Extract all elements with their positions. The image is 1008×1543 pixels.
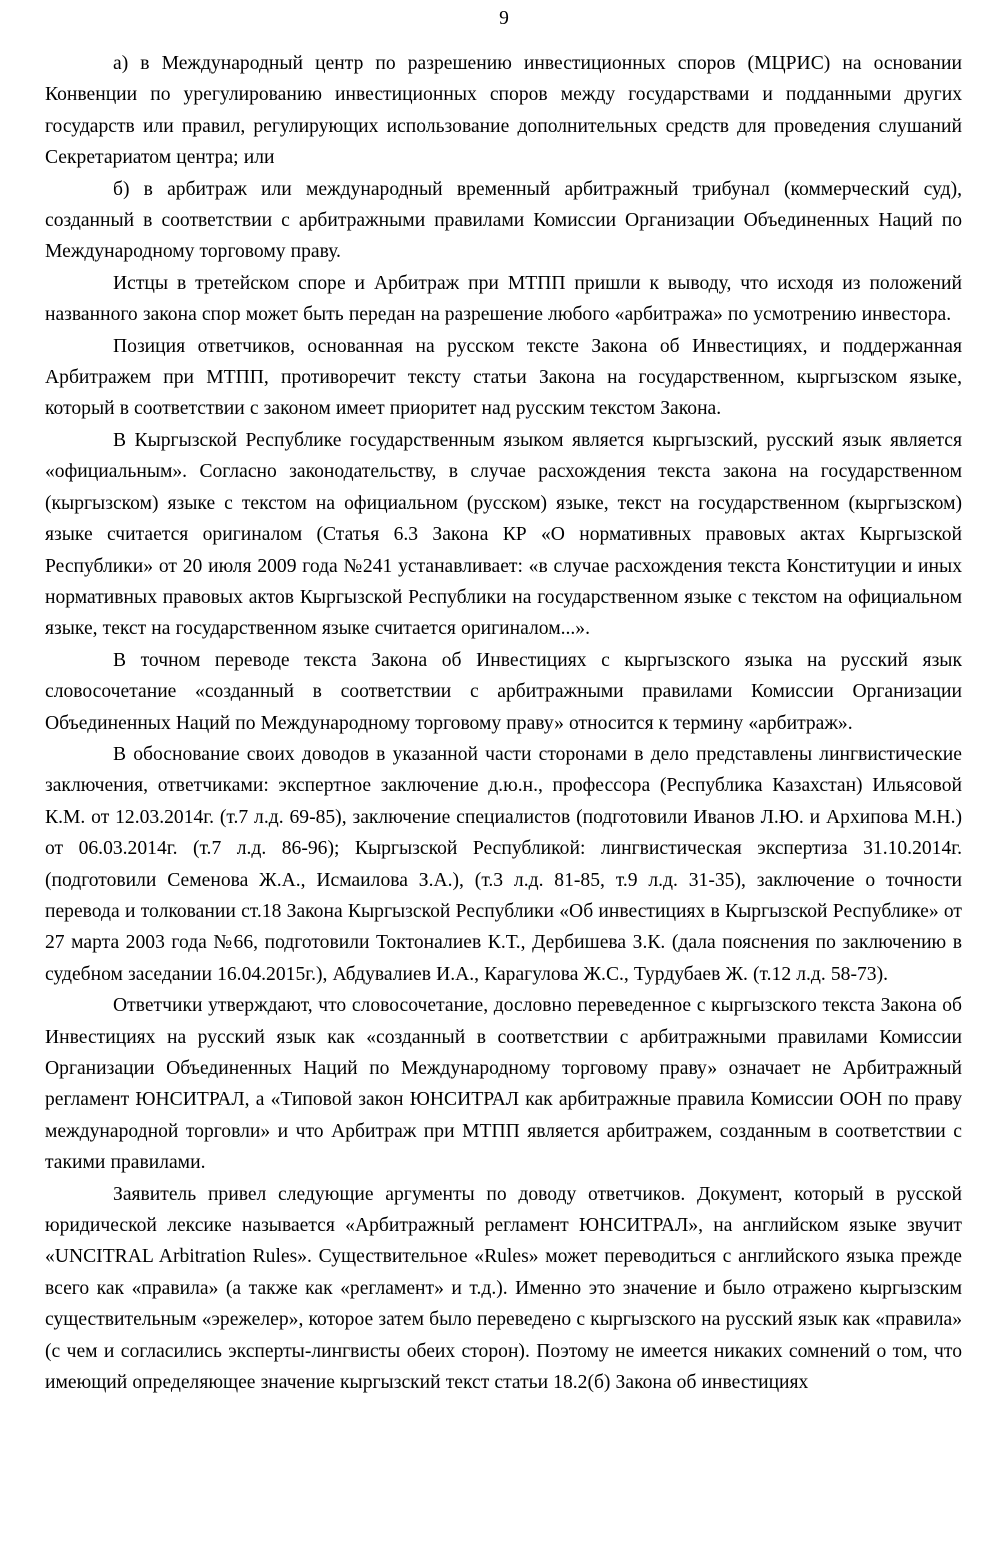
- document-body: [45, 48, 962, 1398]
- paragraph: Истцы в третейском споре и Арбитраж при МТПП пришли к выводу, что исходя из положений названного закона спор может быть передан на разрешение любого «арбитража» по усмотрению инвестора.: [45, 272, 962, 326]
- paragraph: Позиция ответчиков, основанная на русском тексте Закона об Инвестициях, и поддержанная Арбитражем при МТПП, противоречит тексту статьи Закона на государственном, кыргызском языке, который в соответствии с законом имеет приоритет над русским текстом Закона.: [45, 335, 962, 420]
- paragraph: Ответчики утверждают, что словосочетание, дословно переведенное с кыргызского текста Закона об Инвестициях на русский язык как «созданный в соответствии с арбитражными правилами Комиссии Организации Объединенных Наций по Международному торговому праву» означает не Арбитражный регламент ЮНСИТРАЛ, а «Типовой закон ЮНСИТРАЛ как арбитражные правила Комиссии ООН по праву международной торговли» и что Арбитраж при МТПП является арбитражем, созданным в соответствии с такими правилами.: [45, 995, 962, 1174]
- paragraph: В точном переводе текста Закона об Инвестициях с кыргызского языка на русский язык словосочетание «созданный в соответствии с арбитражными правилами Комиссии Организации Объединенных Наций по Международному торговому праву» относится к термину «арбитраж».: [45, 649, 962, 734]
- paragraph: Заявитель привел следующие аргументы по доводу ответчиков. Документ, который в русской юридической лексике называется «Арбитражный регламент ЮНСИТРАЛ», на английском языке звучит «UNCITRAL Arbitration Rules». Существительное «Rules» может переводиться с английского языка прежде всего как «правила» (а также как «регламент» и т.д.). Именно это значение и было отражено кыргызским существительным «эрежелер», которое затем было переведено с кыргызского на русский язык как «правила» (с чем и согласились эксперты-лингвисты обеих сторон). Поэтому не имеется никаких сомнений о том, что имеющий определяющее значение кыргызский текст статьи 18.2(б) Закона об инвестициях: [45, 1183, 962, 1394]
- paragraph: а) в Международный центр по разрешению инвестиционных споров (МЦРИС) на основании Конвенции по урегулированию инвестиционных споров между государствами и подданными других государств или правил, регулирующих использование дополнительных средств для проведения слушаний Секретариатом центра; или: [45, 53, 962, 169]
- paragraph: б) в арбитраж или международный временный арбитражный трибунал (коммерческий суд), созданный в соответствии с арбитражными правилами Комиссии Организации Объединенных Наций по Международному торговому праву.: [45, 178, 962, 263]
- paragraph: В обоснование своих доводов в указанной части сторонами в дело представлены лингвистические заключения, ответчиками: экспертное заключение д.ю.н., профессора (Республика Казахстан) Ильясовой К.М. от 12.03.2014г. (т.7 л.д. 69-85), заключение специалистов (подготовили Иванов Л.Ю. и Архипова М.Н.) от 06.03.2014г. (т.7 л.д. 86-96); Кыргызской Республикой: лингвистическая экспертиза 31.10.2014г. (подготовили Семенова Ж.А., Исмаилова З.А.), (т.3 л.д. 81-85, т.9 л.д. 31-35), заключение о точности перевода и толковании ст.18 Закона Кыргызской Республики «Об инвестициях в Кыргызской Республике» от 27 марта 2003 года №66, подготовили Токтоналиев К.Т., Дербишева З.К. (дала пояснения по заключению в судебном заседании 16.04.2015г.), Абдувалиев И.А., Карагулова Ж.С., Турдубаев Ж. (т.12 л.д. 58-73).: [45, 743, 962, 985]
- paragraph: В Кыргызской Республике государственным языком является кыргызский, русский язык является «официальным». Согласно законодательству, в случае расхождения текста закона на государственном (кыргызском) языке с текстом на официальном (русском) языке, текст на государственном (кыргызском) языке считается оригиналом (Статья 6.3 Закона КР «О нормативных правовых актах Кыргызской Республики» от 20 июля 2009 года №241 устанавливает: «в случае расхождения текста Конституции и иных нормативных правовых актов Кыргызской Республики на государственном языке с текстом на официальном языке, текст на государственном языке считается оригиналом...».: [45, 429, 962, 640]
- page-number: 9: [499, 8, 509, 29]
